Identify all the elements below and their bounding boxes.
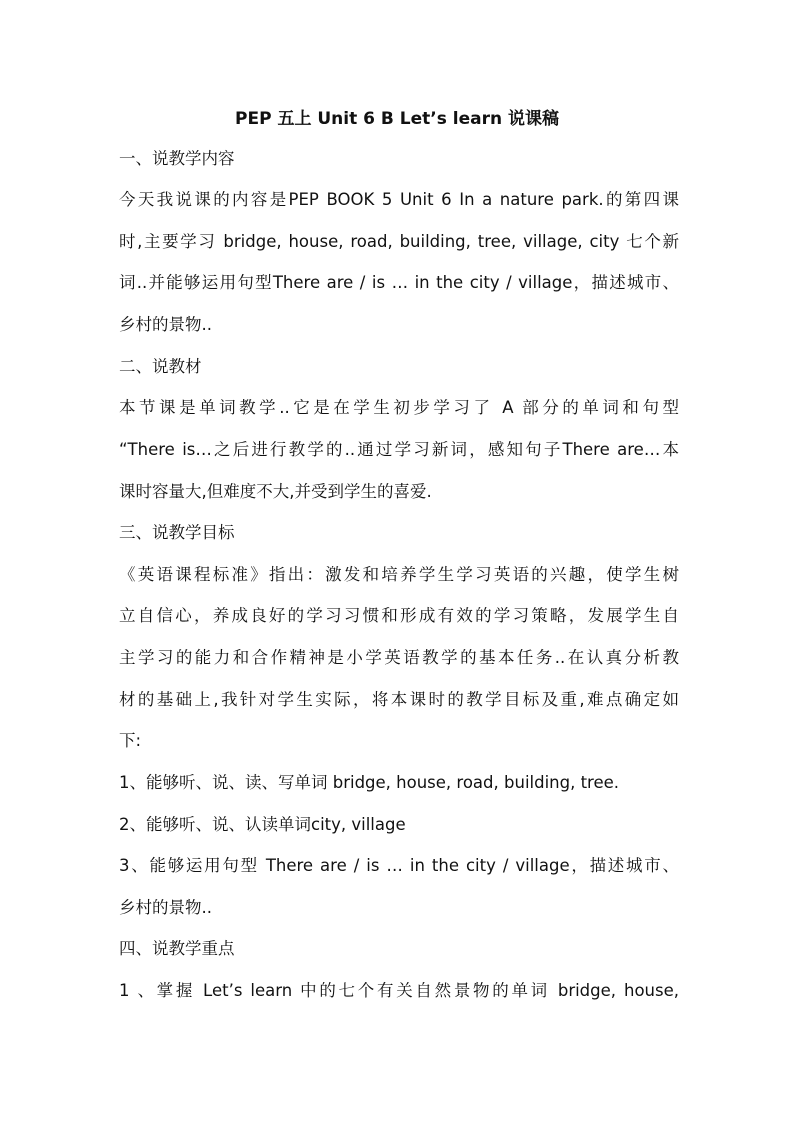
paragraph-line: 本节课是单词教学..它是在学生初步学习了 A 部分的单词和句型: [119, 398, 679, 417]
paragraph-line: 《英语课程标准》指出：激发和培养学生学习英语的兴趣，使学生树: [119, 565, 679, 584]
heading-teaching-goals: 三、说教学目标: [119, 523, 235, 542]
document-title: PEP 五上 Unit 6 B Let’s learn 说课稿: [235, 109, 559, 129]
heading-teaching-content: 一、说教学内容: [119, 149, 235, 168]
heading-key-points: 四、说教学重点: [119, 939, 235, 958]
goal-item-1: 1、能够听、说、读、写单词 bridge, house, road, building, tree.: [119, 773, 620, 792]
paragraph-line: 材的基础上,我针对学生实际，将本课时的教学目标及重,难点确定如: [119, 690, 679, 709]
paragraph-line: 立自信心，养成良好的学习习惯和形成有效的学习策略，发展学生自: [119, 606, 679, 625]
heading-textbook: 二、说教材: [119, 357, 202, 376]
paragraph-line: 乡村的景物..: [119, 315, 212, 334]
paragraph-line: 今天我说课的内容是PEP BOOK 5 Unit 6 In a nature park.的第四课: [119, 190, 679, 209]
goal-item-3: 3、能够运用句型 There are / is … in the city / village，描述城市、: [119, 856, 679, 875]
paragraph-line: “There is…之后进行教学的..通过学习新词，感知句子There are…本: [119, 440, 679, 459]
paragraph-line: 下:: [119, 731, 142, 750]
paragraph-line: 词..并能够运用句型There are / is … in the city / village，描述城市、: [119, 273, 679, 292]
key-point-item-1: 1 、掌握 Let’s learn 中的七个有关自然景物的单词 bridge, house,: [119, 981, 679, 1000]
paragraph-line: 时,主要学习 bridge, house, road, building, tree, village, city 七个新: [119, 232, 679, 251]
paragraph-line: 课时容量大,但难度不大,并受到学生的喜爱.: [119, 482, 432, 501]
paragraph-line: 乡村的景物..: [119, 898, 212, 917]
goal-item-2: 2、能够听、说、认读单词city, village: [119, 815, 406, 834]
paragraph-line: 主学习的能力和合作精神是小学英语教学的基本任务..在认真分析教: [119, 648, 679, 667]
